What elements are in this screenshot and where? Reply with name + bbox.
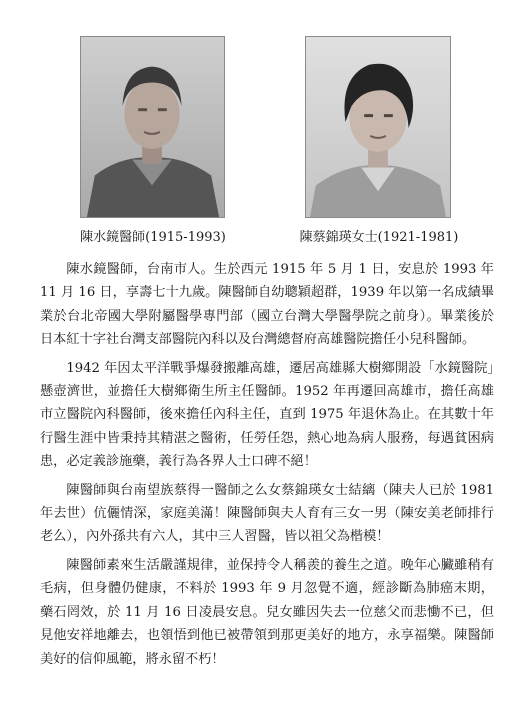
portrait-caption-right: 陳蔡錦瑛女士(1921-1981) — [299, 230, 459, 245]
biography-text — [40, 258, 494, 676]
biography-paragraph: 1942 年因太平洋戰爭爆發搬離高雄，遷居高雄縣大樹鄉開設「水鏡醫院」懸壺濟世，並擔任大樹鄉衛生所主任醫師。1952 年再遷回高雄市，擔任高雄市立醫院內科醫師，後來擔任內科主任，直到 1975 年退休為止。在其數十年行醫生涯中皆秉持其精湛之醫術，任勞任怨，熱心地為病人服務，每遇貧困病患，必定義診施藥，義行為各界人士口碑不絕！ — [40, 360, 494, 470]
biography-paragraph: 陳醫師素來生活嚴謹規律，並保持令人稱羨的養生之道。晚年心臟雖稍有毛病，但身體仍健康，不料於 1993 年 9 月忽覺不適，經診斷為肺癌末期，藥石罔效，於 11 月 16 日凌晨安息。兒女雖因失去一位慈父而悲慟不已，但見他安祥地離去，也領悟到他已被帶領到那更美好的地方，永享福樂。陳醫師美好的信仰風範，將永留不朽！ — [40, 557, 494, 667]
portrait-photo-left — [80, 36, 225, 218]
portrait-photo-right — [305, 36, 451, 218]
biography-paragraph: 陳醫師與台南望族蔡得一醫師之么女蔡錦瑛女士結縭（陳夫人已於 1981 年去世）伉儷情深，家庭美滿！陳醫師與夫人育有三女一男（陳安美老師排行老么），內外孫共有六人，其中三人習醫，皆以祖父為楷模！ — [40, 482, 494, 545]
biography-paragraph: 陳水鏡醫師，台南市人。生於西元 1915 年 5 月 1 日，安息於 1993 年 11 月 16 日，享壽七十九歲。陳醫師自幼聰穎超群，1939 年以第一名成績畢業於台北帝國大學附屬醫學專門部（國立台灣大學醫學院之前身）。畢業後於日本紅十字社台灣支部醫院內科以及台灣總督府高雄醫院擔任小兒科醫師。 — [40, 262, 494, 348]
portrait-caption-left: 陳水鏡醫師(1915-1993) — [80, 230, 226, 245]
